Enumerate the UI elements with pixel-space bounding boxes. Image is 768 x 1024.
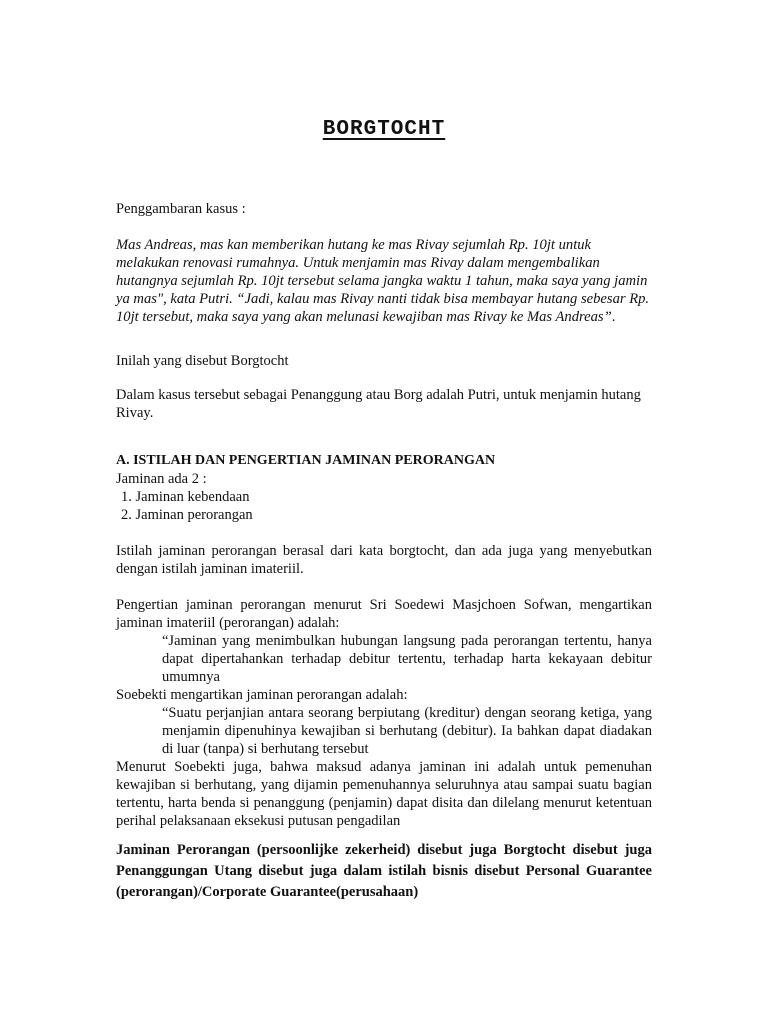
bold-summary-paragraph: Jaminan Perorangan (persoonlijke zekerheid) disebut juga Borgtocht disebut juga Penanggungan Utang disebut juga dalam istilah bisnis disebut Personal Guarantee (perorangan)/Corporate Guarantee(perusahaan) xyxy=(116,842,652,900)
jaminan-list-block xyxy=(116,470,652,524)
document-title-text: BORGTOCHT xyxy=(322,118,446,141)
case-description-text: Mas Andreas, mas kan memberikan hutang ke mas Rivay sejumlah Rp. 10jt untuk melakukan renovasi rumahnya. Untuk menjamin mas Rivay dalam mengembalikan hutangnya sejumlah Rp. 10jt tersebut selama jangka waktu 1 tahun, maka saya yang jamin ya mas", kata Putri. “Jadi, kalau mas Rivay nanti tidak bisa membayar hutang sebesar Rp. 10jt tersebut, maka saya yang akan melunasi kewajiban mas Rivay ke Mas Andreas” xyxy=(116,237,650,325)
list-item: 1. Jaminan kebendaan xyxy=(121,489,250,505)
pengertian-paragraph: Pengertian jaminan perorangan menurut Sri Soedewi Masjchoen Sofwan, mengartikan jaminan imateriil (perorangan) adalah: xyxy=(116,597,652,631)
inilah-paragraph: Inilah yang disebut Borgtocht xyxy=(116,353,289,369)
menurut-paragraph: Menurut Soebekti juga, bahwa maksud adanya jaminan ini adalah untuk pemenuhan kewajiban si berhutang, yang dijamin pemenuhannya seluruhnya atau sampai suatu bagian tertentu, harta benda si penanggung (penjamin) dapat disita dan dilelang menurut ketentuan perihal pelaksanaan eksekusi putusan pengadilan xyxy=(116,759,652,829)
dalam-kasus-paragraph: Dalam kasus tersebut sebagai Penanggung atau Borg adalah Putri, untuk menjamin hutang Rivay. xyxy=(116,387,641,421)
section-a-heading: A. ISTILAH DAN PENGERTIAN JAMINAN PERORANGAN xyxy=(116,453,496,468)
istilah-paragraph: Istilah jaminan perorangan berasal dari kata borgtocht, dan ada juga yang menyebutkan dengan istilah jaminan imateriil. xyxy=(116,543,652,577)
document-title xyxy=(0,118,768,141)
jaminan-ada-label: Jaminan ada 2 : xyxy=(116,471,207,487)
quote-sri-soedewi: “Jaminan yang menimbulkan hubungan langsung pada perorangan tertentu, hanya dapat dipertahankan terhadap debitur tertentu, terhadap harta kekayaan debitur umumnya xyxy=(162,633,652,685)
case-label: Penggambaran kasus : xyxy=(116,201,246,217)
quote-soebekti: “Suatu perjanjian antara seorang berpiutang (kreditur) dengan seorang ketiga, yang menjamin dipenuhinya kewajiban si berhutang (debitur). Ia bahkan dapat diadakan di luar (tanpa) si berhutang tersebut xyxy=(162,705,652,757)
soebekti-intro: Soebekti mengartikan jaminan perorangan adalah: xyxy=(116,687,408,703)
list-item: 2. Jaminan perorangan xyxy=(121,507,253,523)
pengertian-block xyxy=(116,596,652,830)
case-description-end: . xyxy=(611,309,616,325)
case-description xyxy=(116,236,652,326)
